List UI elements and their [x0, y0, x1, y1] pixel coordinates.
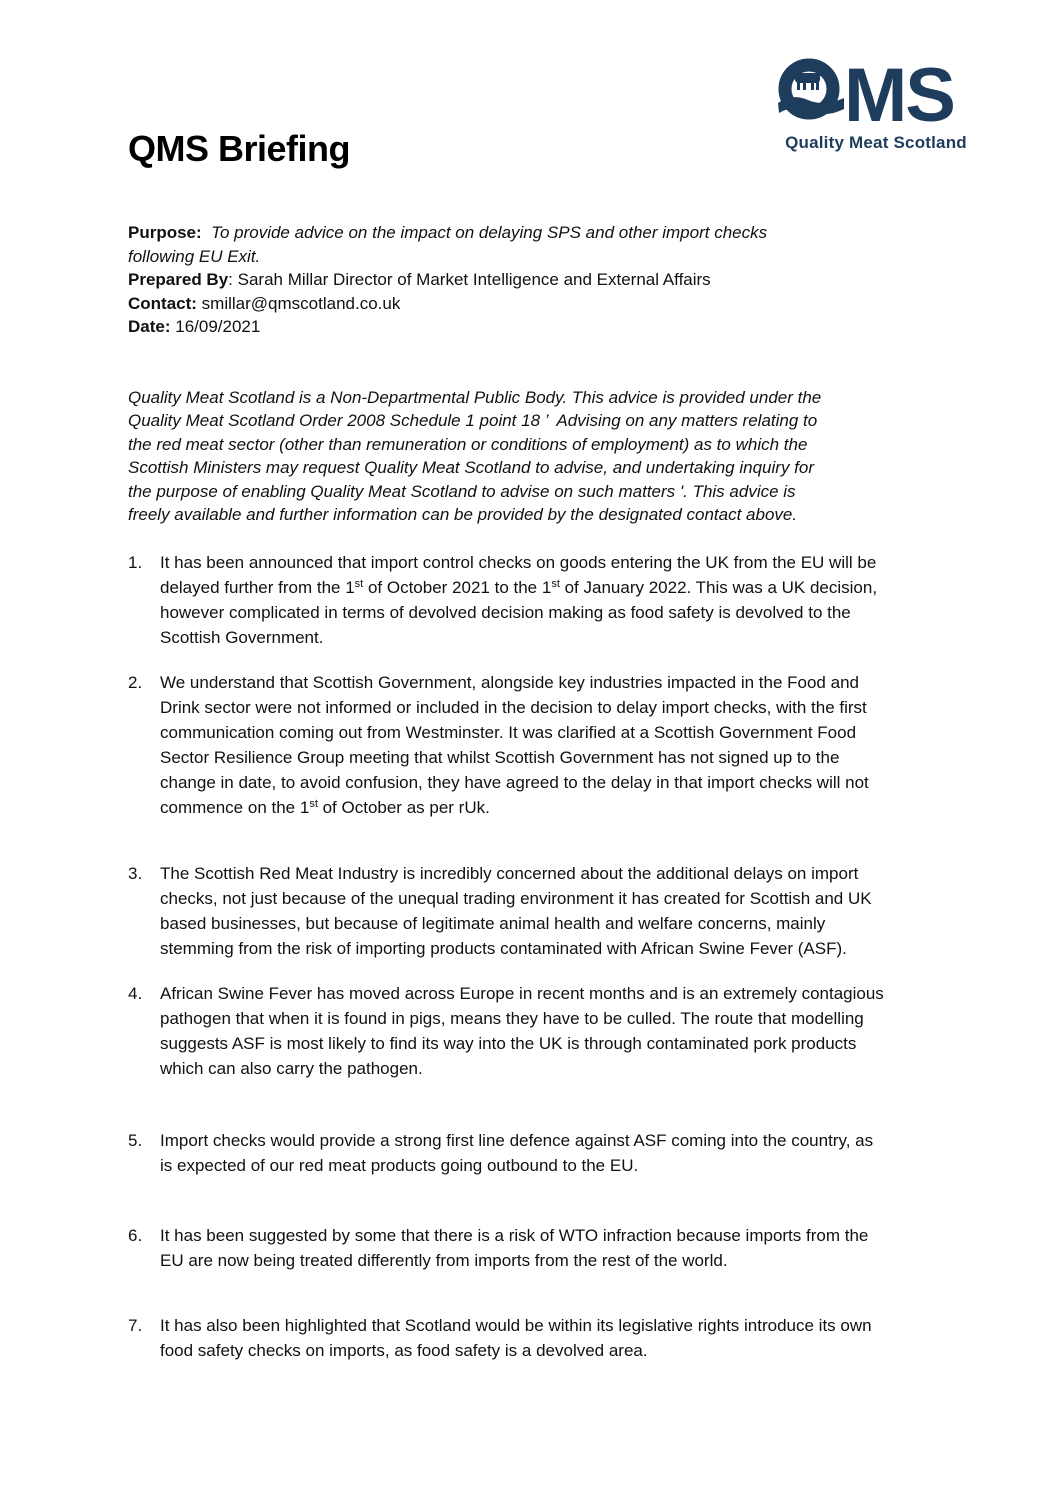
- text-line: [160, 911, 968, 936]
- text-run: the purpose of enabling Quality Meat Scotland to advise on such matters '. This advice is: [128, 481, 796, 501]
- list-item-number: 1.: [128, 553, 143, 572]
- text-line: [160, 770, 968, 795]
- disclaimer-paragraph: [128, 386, 968, 526]
- text-line: [160, 550, 968, 575]
- list-item: [128, 981, 968, 1081]
- text-run: Import checks would provide a strong first line defence against ASF coming into the country, as: [160, 1131, 874, 1150]
- text-run: which can also carry the pathogen.: [160, 1059, 423, 1078]
- text-run: freely available and further information can be provided by the designated contact above.: [128, 505, 798, 525]
- list-item-number: 4.: [128, 984, 143, 1003]
- list-item-number: 5.: [128, 1131, 143, 1150]
- text-run: It has been announced that import control checks on goods entering the UK from the EU will be: [160, 553, 877, 572]
- text-line: [128, 245, 958, 269]
- bold-label: Purpose:: [128, 223, 202, 242]
- text-run: smillar@qmscotland.co.uk: [196, 293, 401, 313]
- qms-logo-ms-letters: MS: [844, 53, 954, 138]
- text-line: [160, 695, 968, 720]
- text-line: [160, 981, 968, 1006]
- text-line: [160, 670, 968, 695]
- text-line: [160, 1338, 968, 1363]
- italic-text: To provide advice on the impact on delaying SPS and other import checks: [201, 223, 768, 242]
- text-run: Drink sector were not informed or included in the decision to delay import checks, with the first: [160, 698, 867, 717]
- text-line: [160, 1056, 968, 1081]
- text-line: [160, 861, 968, 886]
- text-run: Scottish Government.: [160, 628, 324, 647]
- text-line: [128, 480, 968, 503]
- text-run: commence on the 1: [160, 798, 310, 817]
- text-run: checks, not just because of the unequal trading environment it has created for Scottish and UK: [160, 889, 872, 908]
- text-line: [128, 433, 968, 456]
- text-line: [128, 315, 958, 339]
- qms-logo-tagline: Quality Meat Scotland: [785, 133, 967, 152]
- bold-label: Prepared By: [128, 270, 229, 289]
- text-line: [128, 456, 968, 479]
- qms-logo: [778, 53, 974, 153]
- bold-label: Contact:: [128, 293, 197, 313]
- list-item: [128, 670, 968, 820]
- list-item-text: [160, 670, 968, 820]
- list-item-text: [160, 981, 968, 1081]
- list-item-number: 3.: [128, 864, 143, 883]
- text-line: [160, 720, 968, 745]
- list-item-text: [160, 1223, 968, 1273]
- text-line: [160, 1313, 968, 1338]
- list-item: [128, 1313, 968, 1363]
- text-run: of October as per rUk.: [317, 798, 490, 817]
- text-run: It has been suggested by some that there is a risk of WTO infraction because imports from the: [160, 1226, 869, 1245]
- text-line: [128, 221, 958, 245]
- text-run: pathogen that when it is found in pigs, means they have to be culled. The route that modelling: [160, 1009, 864, 1028]
- text-line: [160, 936, 968, 961]
- qms-logo-wordmark: [778, 53, 974, 138]
- text-run: is expected of our red meat products going outbound to the EU.: [160, 1156, 639, 1175]
- list-item: [128, 550, 968, 650]
- list-item: [128, 861, 968, 961]
- list-item: [128, 1223, 968, 1273]
- text-run: of October 2021 to the 1: [363, 578, 552, 597]
- text-run: African Swine Fever has moved across Europe in recent months and is an extremely contagious: [160, 984, 884, 1003]
- text-line: [128, 386, 968, 409]
- text-line: [160, 1248, 968, 1273]
- text-line: [128, 409, 968, 432]
- list-item-number: 6.: [128, 1226, 143, 1245]
- text-line: [128, 292, 958, 316]
- briefing-list: [128, 550, 968, 1363]
- text-line: [128, 503, 968, 526]
- text-run: delayed further from the 1: [160, 578, 355, 597]
- document-title: QMS Briefing: [128, 128, 351, 169]
- bold-label: Date:: [128, 317, 171, 336]
- text-line: [160, 1128, 968, 1153]
- text-run: We understand that Scottish Government, alongside key industries impacted in the Food and: [160, 673, 859, 692]
- list-item-text: [160, 1313, 968, 1363]
- text-run: suggests ASF is most likely to find its way into the UK is through contaminated pork products: [160, 1034, 857, 1053]
- text-line: [128, 268, 958, 292]
- text-run: however complicated in terms of devolved decision making as food safety is devolved to the: [160, 603, 851, 622]
- text-run: of January 2022. This was a UK decision,: [559, 578, 878, 597]
- text-run: It has also been highlighted that Scotland would be within its legislative rights introduce its own: [160, 1316, 872, 1335]
- list-item-number: 7.: [128, 1316, 143, 1335]
- meta-block: [128, 221, 958, 339]
- text-line: [160, 886, 968, 911]
- text-run: Quality Meat Scotland Order 2008 Schedule 1 point 18 ’ Advising on any matters relating to: [128, 411, 818, 431]
- text-run: Quality Meat Scotland is a Non-Departmental Public Body. This advice is provided under the: [128, 388, 822, 407]
- qms-logo-q-icon: [778, 56, 844, 126]
- text-run: the red meat sector (other than remuneration or conditions of employment) as to which the: [128, 434, 808, 454]
- list-item-text: [160, 861, 968, 961]
- text-run: 16/09/2021: [170, 317, 261, 336]
- text-run: based businesses, but because of legitimate animal health and welfare concerns, mainly: [160, 914, 826, 933]
- list-item-text: [160, 1128, 968, 1178]
- text-run: change in date, to avoid confusion, they have agreed to the delay in that import checks will not: [160, 773, 869, 792]
- text-run: The Scottish Red Meat Industry is incredibly concerned about the additional delays on import: [160, 864, 859, 883]
- text-line: [160, 575, 968, 600]
- text-line: [160, 600, 968, 625]
- text-line: [160, 1153, 968, 1178]
- text-run: : Sarah Millar Director of Market Intelligence and External Affairs: [228, 270, 711, 289]
- list-item-number: 2.: [128, 673, 143, 692]
- text-run: Scottish Ministers may request Quality Meat Scotland to advise, and undertaking inquiry for: [128, 458, 815, 478]
- text-run: stemming from the risk of importing products contaminated with African Swine Fever (ASF).: [160, 939, 847, 958]
- text-line: [160, 625, 968, 650]
- text-line: [160, 1223, 968, 1248]
- text-line: [160, 1031, 968, 1056]
- text-run: Sector Resilience Group meeting that whilst Scottish Government has not signed up to the: [160, 748, 840, 767]
- text-line: [160, 795, 968, 820]
- text-run: food safety checks on imports, as food safety is a devolved area.: [160, 1341, 648, 1360]
- list-item: [128, 1128, 968, 1178]
- superscript-text: st: [354, 578, 364, 590]
- text-line: [160, 1006, 968, 1031]
- italic-text: following EU Exit.: [128, 246, 261, 266]
- superscript-text: st: [551, 578, 560, 590]
- superscript-text: st: [309, 798, 318, 810]
- text-run: communication coming out from Westminster. It was clarified at a Scottish Government Food: [160, 723, 857, 742]
- list-item-text: [160, 550, 968, 650]
- text-run: EU are now being treated differently from imports from the rest of the world.: [160, 1251, 728, 1270]
- text-line: [160, 745, 968, 770]
